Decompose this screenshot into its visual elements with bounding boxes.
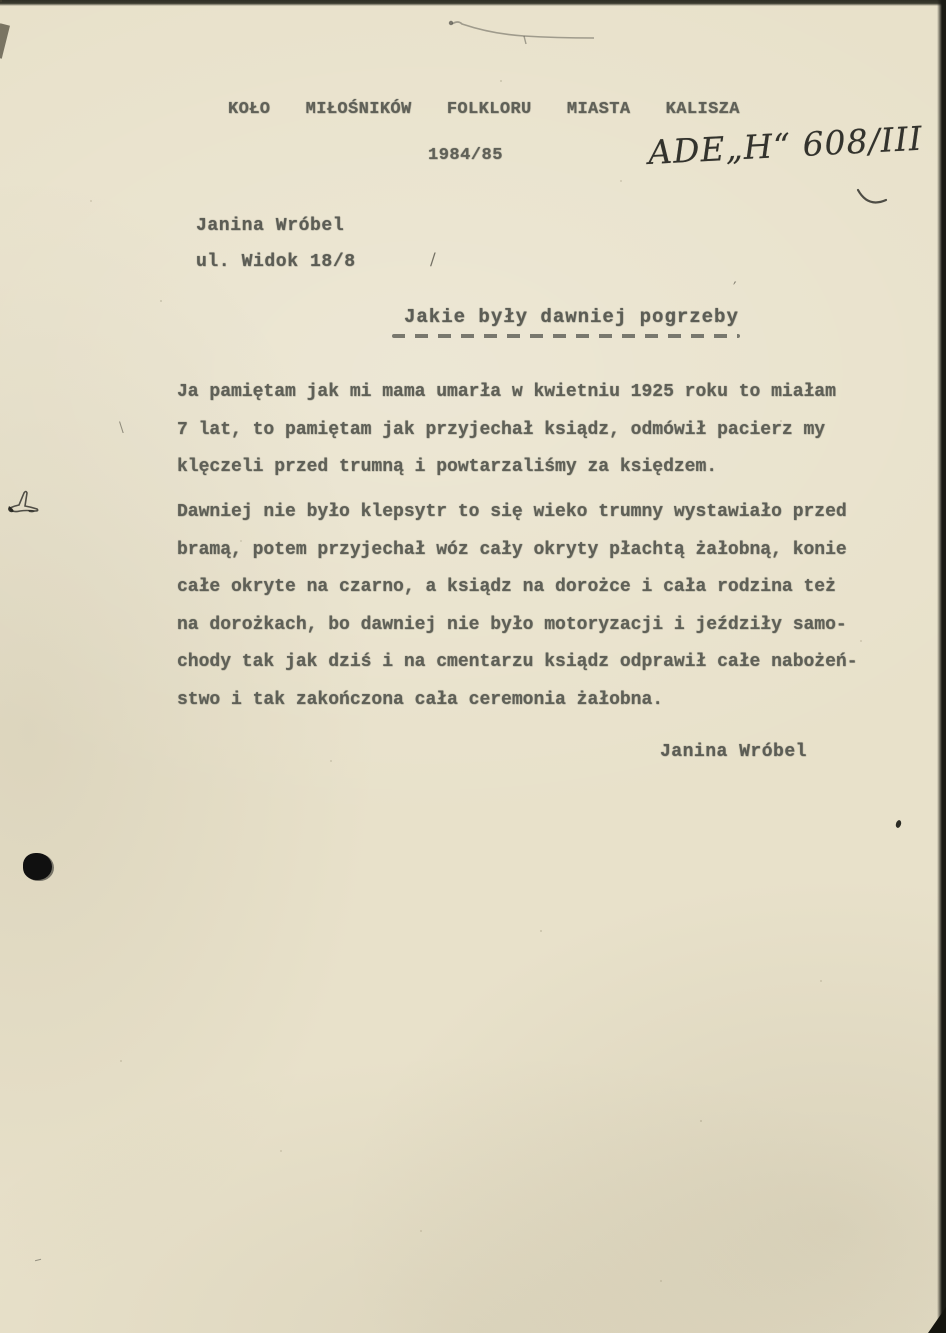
author-name: Janina Wróbel	[196, 216, 345, 236]
ink-speck	[895, 819, 902, 828]
text-line: całe okryte na czarno, a ksiądz na dorożce i cała rodzina też	[177, 577, 836, 597]
text-line: na dorożkach, bo dawniej nie było motoryzacji i jeździły samo-	[177, 614, 847, 635]
text-line: bramą, potem przyjechał wóz cały okryty płachtą żałobną, konie	[177, 539, 847, 560]
paragraph-two	[177, 494, 897, 719]
scan-corner-top-left	[0, 23, 10, 58]
title-dashed-underline	[392, 334, 740, 338]
paper-speckles	[0, 0, 2, 2]
scan-edge-right	[937, 0, 946, 1333]
text-line: klęczeli przed trumną i powtarzaliśmy za księdzem.	[177, 457, 718, 477]
organization-name: KOŁO MIŁOŚNIKÓW FOLKLORU MIASTA KALISZA	[228, 100, 740, 119]
text-line: Ja pamiętam jak mi mama umarła w kwietniu 1925 roku to miałam	[177, 382, 836, 402]
signature: Janina Wróbel	[660, 742, 807, 762]
text-line: stwo i tak zakończona cała ceremonia żałobna.	[177, 689, 664, 710]
text-line: chody tak jak dziś i na cmentarzu ksiądz odprawił całe nabożeń-	[177, 652, 858, 672]
stray-pencil-slash: /	[430, 250, 436, 270]
stray-pencil-tick: ′	[733, 278, 737, 297]
document-title: Jakie były dawniej pogrzeby	[404, 306, 739, 328]
stray-pencil-backslash: \	[119, 420, 124, 436]
year-line: 1984/85	[428, 146, 503, 165]
text-line: 7 lat, to pamiętam jak przyjechał ksiądz, odmówił pacierz my	[177, 419, 826, 440]
pencil-squiggle-mark	[438, 8, 608, 53]
ink-dot	[23, 853, 52, 880]
stray-pencil-dash: –	[31, 1249, 44, 1269]
scan-edge-top	[0, 0, 946, 6]
archival-annotation-handwriting: ADE„H“ 608/III	[647, 118, 924, 173]
ink-blot-mark	[2, 480, 50, 531]
annotation-underline-swoosh	[854, 186, 900, 217]
paragraph-one	[177, 374, 897, 487]
text-line: Dawniej nie było klepsytr to się wieko trumny wystawiało przed	[177, 502, 847, 522]
author-address: ul. Widok 18/8	[196, 252, 356, 272]
scan-corner-bottom-right	[928, 1307, 946, 1333]
